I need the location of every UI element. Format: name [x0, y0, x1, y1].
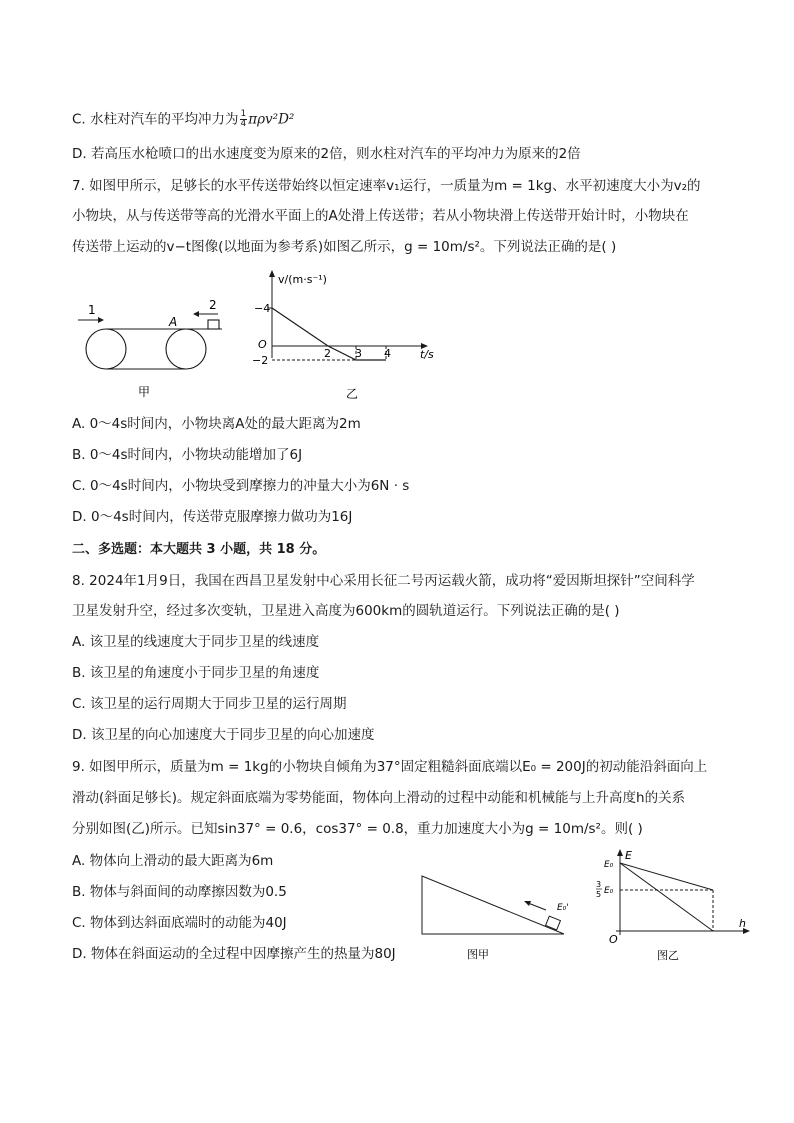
- tick-label-4: −4: [254, 302, 271, 315]
- v-axis-arrow-icon: [269, 270, 275, 277]
- q6-option-c: [72, 110, 294, 129]
- q9-option-a: A. 物体向上滑动的最大距离为6m: [72, 853, 274, 869]
- caption-fig-jia: 图甲: [467, 948, 489, 961]
- q9-stem-line1: 9. 如图甲所示，质量为m = 1kg的小物块自倾角为37°固定粗糙斜面底端以E₀ = 200J的初动能沿斜面向上: [72, 759, 708, 775]
- v-axis-label: v/(m·s⁻¹): [278, 273, 327, 286]
- tick-frac-num: 3: [596, 880, 602, 889]
- block: [208, 320, 219, 329]
- tick-label-t4: 4: [384, 347, 391, 360]
- q9-stem-line2: 滑动(斜面足够长)。规定斜面底端为零势能面，物体向上滑动的过程中动能和机械能与上升高度h的关系: [72, 790, 686, 806]
- tick-frac-den: 5: [596, 890, 602, 899]
- q8-option-a: A. 该卫星的线速度大于同步卫星的线速度: [72, 634, 320, 650]
- q9-option-d: D. 物体在斜面运动的全过程中因摩擦产生的热量为80J: [72, 946, 396, 962]
- e-axis-arrow-icon: [617, 849, 623, 856]
- q9-option-c: C. 物体到达斜面底端时的动能为40J: [72, 915, 287, 931]
- q7-option-d: D. 0～4s时间内，传送带克服摩擦力做功为16J: [72, 509, 353, 525]
- left-pulley: [86, 329, 126, 369]
- tick-label-neg2: −2: [252, 354, 269, 367]
- arrow-left-icon: [193, 311, 199, 317]
- q8-option-c: C. 该卫星的运行周期大于同步卫星的运行周期: [72, 696, 347, 712]
- q9-option-b: B. 物体与斜面间的动摩擦因数为0.5: [72, 884, 287, 900]
- q7-figure-jia: [66, 292, 232, 402]
- tick-label-E0: E₀: [604, 860, 614, 870]
- caption-fig-yi: 图乙: [657, 949, 679, 962]
- caption-yi: 乙: [345, 387, 359, 401]
- q6-option-c-fraction: [240, 110, 248, 129]
- h-axis-label: h: [739, 917, 746, 930]
- tick-label-t3: 3: [355, 347, 362, 360]
- incline-triangle: [422, 876, 564, 934]
- label-1: 1: [88, 303, 96, 317]
- arrow-right-icon: [98, 317, 104, 323]
- block-label: E₀': [557, 903, 569, 913]
- label-2: 2: [209, 298, 217, 312]
- tick-label-t2: 2: [324, 347, 331, 360]
- q8-option-b: B. 该卫星的角速度小于同步卫星的角速度: [72, 665, 320, 681]
- q8-stem-line2: 卫星发射升空，经过多次变轨，卫星进入高度为600km的圆轨道运行。下列说法正确的是( ): [72, 603, 620, 619]
- q8-stem-line1: 8. 2024年1月9日，我国在西昌卫星发射中心采用长征二号丙运载火箭，成功将“爱因斯坦探针”空间科学: [72, 573, 695, 589]
- q6-option-d: D. 若高压水枪喷口的出水速度变为原来的2倍，则水柱对汽车的平均冲力为原来的2倍: [72, 146, 581, 162]
- q7-option-a: A. 0～4s时间内，小物块离A处的最大距离为2m: [72, 416, 361, 432]
- kinetic-energy-line: [620, 863, 713, 931]
- q7-figure-yi: [246, 268, 446, 403]
- q7-option-b: B. 0～4s时间内，小物块动能增加了6J: [72, 447, 303, 463]
- caption-jia: 甲: [137, 385, 151, 399]
- q6-option-c-text: C. 水柱对汽车的平均冲力为: [72, 111, 239, 128]
- e-axis-label: E: [625, 849, 632, 862]
- q6-option-c-expr: πρv²D²: [248, 111, 295, 128]
- q7-option-c: C. 0～4s时间内，小物块受到摩擦力的冲量大小为6N · s: [72, 478, 410, 494]
- q9-figure-yi: [596, 843, 756, 968]
- tick-frac-suffix: E₀: [604, 886, 614, 896]
- section-2-heading: 二、多选题：本大题共 3 小题，共 18 分。: [72, 542, 326, 557]
- t-axis-label: t/s: [420, 348, 434, 361]
- q7-stem-line1: 7. 如图甲所示，足够长的水平传送带始终以恒定速率v₁运行，一质量为m = 1kg、水平初速度大小为v₂的: [72, 178, 701, 194]
- q9-stem-line3: 分别如图(乙)所示。已知sin37° = 0.6，cos37° = 0.8，重力加速度大小为g = 10m/s²。则( ): [72, 821, 643, 837]
- label-A: A: [169, 315, 178, 329]
- q7-stem-line2: 小物块，从与传送带等高的光滑水平面上的A处滑上传送带；若从小物块滑上传送带开始计时，小物块在: [72, 208, 689, 224]
- q8-option-d: D. 该卫星的向心加速度大于同步卫星的向心加速度: [72, 727, 375, 743]
- q7-stem-line3: 传送带上运动的v−t图像(以地面为参考系)如图乙所示，g = 10m/s²。下列说法正确的是( ): [72, 239, 617, 255]
- velocity-arrow-icon: [524, 901, 531, 906]
- origin-label-e: O: [609, 933, 618, 946]
- tick-4-value: 4: [263, 302, 271, 315]
- velocity-arrow-line: [528, 903, 546, 910]
- right-pulley: [166, 329, 206, 369]
- q9-figure-jia: [416, 868, 576, 963]
- frac-den: 4: [240, 119, 247, 129]
- mechanical-energy-line: [620, 863, 713, 890]
- origin-label: O: [258, 338, 267, 351]
- frac-num: 1: [240, 109, 247, 119]
